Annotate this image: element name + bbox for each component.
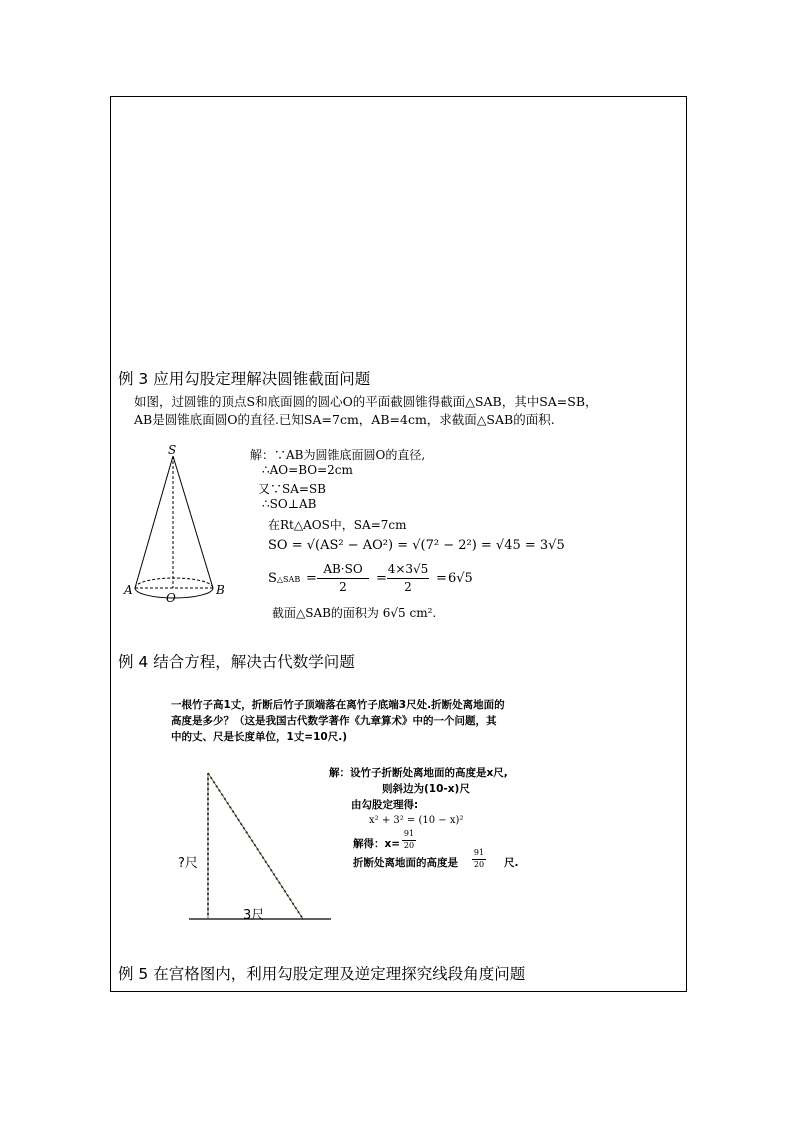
ex4-solution-line1: 解：设竹子折断处离地面的高度是x尺, — [329, 767, 508, 779]
example4-problem-line2: 高度是多少？（这是我国古代数学著作《九章算术》中的一个问题，其 — [171, 715, 497, 727]
example4-heading: 例 4 结合方程，解决古代数学问题 — [118, 653, 355, 671]
x-frac-num: 91 — [403, 829, 415, 838]
example4-problem-line3: 中的丈、尺是长度单位，1丈=10尺.) — [171, 731, 348, 743]
ex4-solution-line3: 由勾股定理得: — [351, 799, 419, 811]
ex3-solution-line3: 又∵SA=SB — [258, 482, 326, 496]
cone-left-edge — [135, 456, 173, 588]
ex4-solution-line2: 则斜边为(10-x)尺 — [382, 783, 470, 795]
ex4-equation: x² + 3² = (10 − x)² — [369, 815, 464, 826]
ex4-solution-x-prefix: 解得：x= — [353, 838, 401, 850]
example4-problem-line1: 一根竹子高1丈，折断后竹子顶端落在离竹子底端3尺处.折断处离地面的 — [171, 699, 505, 711]
eq-sign-1: = — [306, 571, 317, 586]
bamboo-figure — [185, 765, 335, 925]
frac2-denominator: 2 — [404, 580, 412, 594]
ex3-area-lhs — [268, 571, 300, 586]
ex3-equation-so: SO = √(AS² − AO²) = √(7² − 2²) = √45 = 3√5 — [268, 538, 565, 553]
frac2-numerator: 4×3√5 — [387, 562, 429, 576]
area-symbol: S — [268, 571, 277, 586]
cone-label-b: B — [216, 583, 225, 597]
frac1-numerator: AB·SO — [323, 562, 363, 576]
cone-base-back — [135, 578, 213, 588]
area-result: 6√5 — [448, 571, 473, 586]
cone-label-a: A — [124, 583, 133, 597]
bamboo-broken-core — [208, 773, 303, 919]
cone-label-s: S — [168, 443, 177, 457]
ex3-solution-line4: ∴SO⊥AB — [262, 497, 317, 511]
ex3-solution-line2: ∴AO=BO=2cm — [262, 463, 353, 477]
ex3-solution-line1: 解：∵AB为圆锥底面圆O的直径, — [250, 448, 426, 462]
frac1-denominator: 2 — [339, 580, 347, 594]
h-frac-den: 20 — [473, 860, 485, 869]
x-frac-den: 20 — [403, 841, 415, 850]
h-frac-num: 91 — [473, 848, 485, 857]
ex3-solution-line5: 在Rt△AOS中，SA=7cm — [268, 518, 407, 532]
bamboo-base-label: 3尺 — [243, 908, 265, 923]
cone-right-edge — [173, 456, 213, 588]
cone-label-o: O — [166, 591, 176, 605]
frac1-bar — [317, 578, 369, 579]
ex4-solution-height-suffix: 尺. — [504, 857, 519, 869]
area-subscript: △SAB — [276, 575, 301, 584]
eq-sign-2: = — [376, 571, 387, 586]
example3-heading: 例 3 应用勾股定理解决圆锥截面问题 — [118, 370, 371, 388]
eq-sign-3: = — [436, 571, 447, 586]
example5-heading: 例 5 在宫格图内，利用勾股定理及逆定理探究线段角度问题 — [118, 965, 526, 983]
frac2-bar — [387, 578, 429, 579]
example3-problem-line2: AB是圆锥底面圆O的直径.已知SA=7cm，AB=4cm，求截面△SAB的面积. — [134, 412, 555, 427]
example3-problem-line1: 如图，过圆锥的顶点S和底面圆的圆心O的平面截圆锥得截面△SAB，其中SA=SB， — [134, 394, 598, 409]
ex3-conclusion: 截面△SAB的面积为 6√5 cm². — [272, 606, 437, 620]
ex4-solution-height-prefix: 折断处离地面的高度是 — [353, 857, 458, 869]
bamboo-height-label: ?尺 — [178, 856, 198, 871]
